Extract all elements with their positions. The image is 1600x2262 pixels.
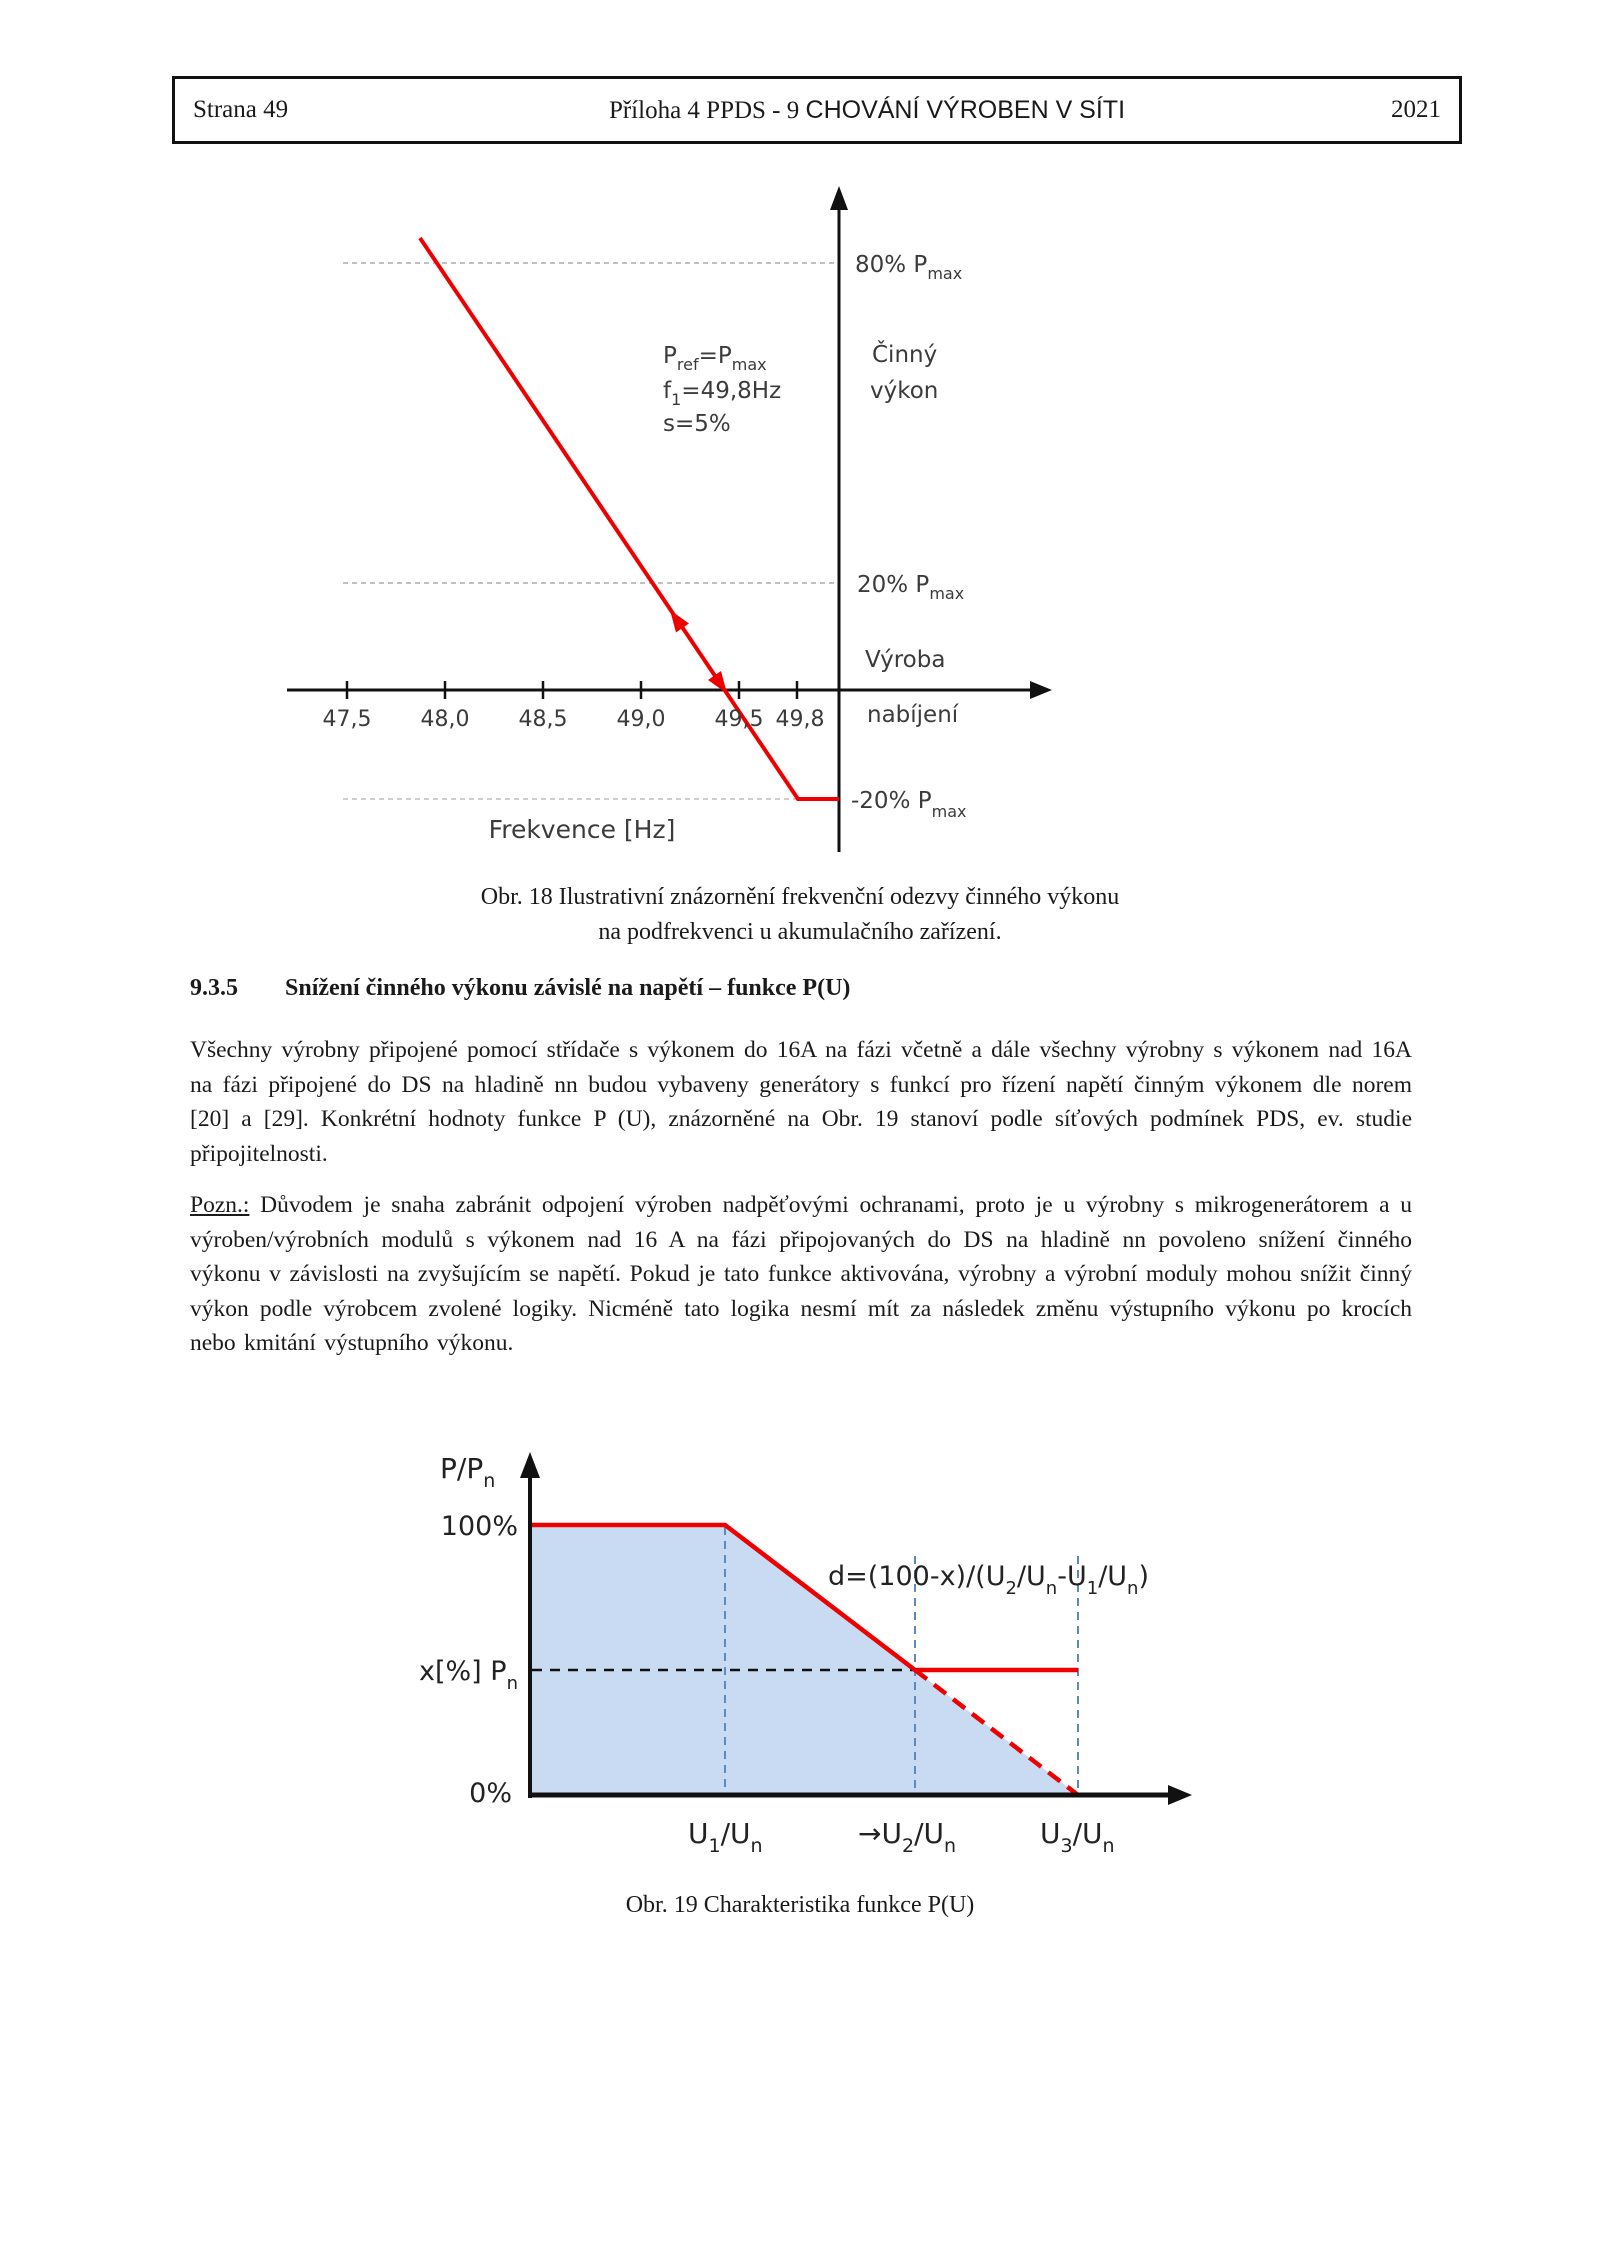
droop-formula: $d=(100-x)/(U_2/U_n-U_1/U_n)$: [828, 1561, 1150, 1599]
tick-48-5: 48,5: [518, 707, 568, 732]
y-axis-title-line2: výkon: [870, 378, 939, 404]
x-axis-arrow-icon: [1168, 1785, 1192, 1805]
tick-49-0: 49,0: [616, 707, 666, 732]
tick-47-5: 47,5: [322, 707, 372, 732]
header-title: [413, 96, 1321, 125]
header-title-sans: CHOVÁNÍ VÝROBEN V SÍTI: [805, 95, 1126, 124]
label-80pct-pmax: 80% $P_{max}$: [855, 252, 963, 283]
label-vyroba: Výroba: [865, 647, 946, 673]
page-number: Strana 49: [193, 96, 289, 123]
paragraph-2: [190, 1188, 1412, 1361]
paragraph-2-label: Pozn.:: [190, 1192, 250, 1218]
label-u1: $U_1/U_n$: [688, 1817, 763, 1857]
section-heading: [190, 975, 1412, 1002]
tick-48-0: 48,0: [420, 707, 470, 732]
figure-18-caption-line1: Obr. 18 Ilustrativní znázornění frekvenční odezvy činného výkonu: [480, 884, 1120, 910]
label-x-pct: x[%] $P_n$: [419, 1656, 518, 1694]
label-u3: $U_3/U_n$: [1040, 1817, 1115, 1857]
y-axis-arrow-icon: [830, 186, 848, 210]
up-arrow-icon: [670, 610, 689, 633]
y-axis-arrow-icon: [520, 1452, 540, 1478]
figure-18-caption-line2: na podfrekvenci u akumulačního zařízení.: [598, 919, 1002, 945]
header-title-serif: Příloha 4 PPDS - 9: [608, 96, 806, 124]
y-axis-title: $P/P_n$: [440, 1452, 496, 1492]
figure-19-chart: [415, 1430, 1215, 1870]
label-20pct-pmax: 20% $P_{max}$: [857, 572, 965, 603]
x-tick-labels: [323, 707, 825, 732]
label-0pct: 0%: [469, 1778, 512, 1809]
header-year: 2021: [1391, 96, 1441, 123]
label-u2: $\to U_2/U_n$: [858, 1817, 957, 1857]
paragraph-2-text: Důvodem je snaha zabránit odpojení výroben nadpěťovými ochranami, proto je u výrobny s mikrogenerátorem a u výroben/výrobních modulů s výkonem nad 16 A na fázi připojovaných do DS na hladině nn povoleno snížení činného výkonu v závislosti na zvyšujícím se napětí. Pokud je tato funkce aktivována, výrobny a výrobní moduly mohou snížit činný výkon podle výrobcem zvolené logiky. Nicméně tato logika nesmí mít za následek změnu výstupního výkonu po krocích nebo kmitání výstupního výkonu.: [190, 1192, 1412, 1357]
section-title: Snížení činného výkonu závislé na napětí – funkce P(U): [285, 975, 851, 1001]
tick-49-5: 49,5: [714, 707, 764, 732]
label-minus20pct-pmax: -20% $P_{max}$: [851, 788, 967, 821]
figure-19-caption: Obr. 19 Charakteristika funkce P(U): [625, 1892, 975, 1918]
figure-18-chart: [250, 175, 1080, 865]
label-nabijeni: nabíjení: [867, 702, 959, 728]
annotation-f1: $f_1=49,8Hz$: [663, 378, 782, 409]
label-100pct: 100%: [440, 1511, 518, 1542]
paragraph-1: Všechny výrobny připojené pomocí střídače s výkonem do 16A na fázi včetně a dále všechny výrobny s výkonem nad 16A na fázi připojené do DS na hladině nn budou vybaveny generátory s funkcí pro řízení napětí činným výkonem dle norem [20] a [29]. Konkrétní hodnoty funkce P (U), znázorněné na Obr. 19 stanoví podle síťových podmínek PDS, ev. studie připojitelnosti.: [190, 1037, 1412, 1167]
annotation-pref: $P_{ref}=P_{max}$: [663, 343, 767, 374]
page-header: [172, 76, 1462, 144]
section-number: 9.3.5: [190, 975, 238, 1001]
y-axis-title-line1: Činný: [872, 342, 938, 368]
annotation-s: s=5%: [663, 411, 731, 437]
x-axis-title: Frekvence [Hz]: [488, 815, 676, 844]
tick-49-8: 49,8: [775, 707, 825, 732]
x-axis-arrow-icon: [1030, 681, 1052, 699]
